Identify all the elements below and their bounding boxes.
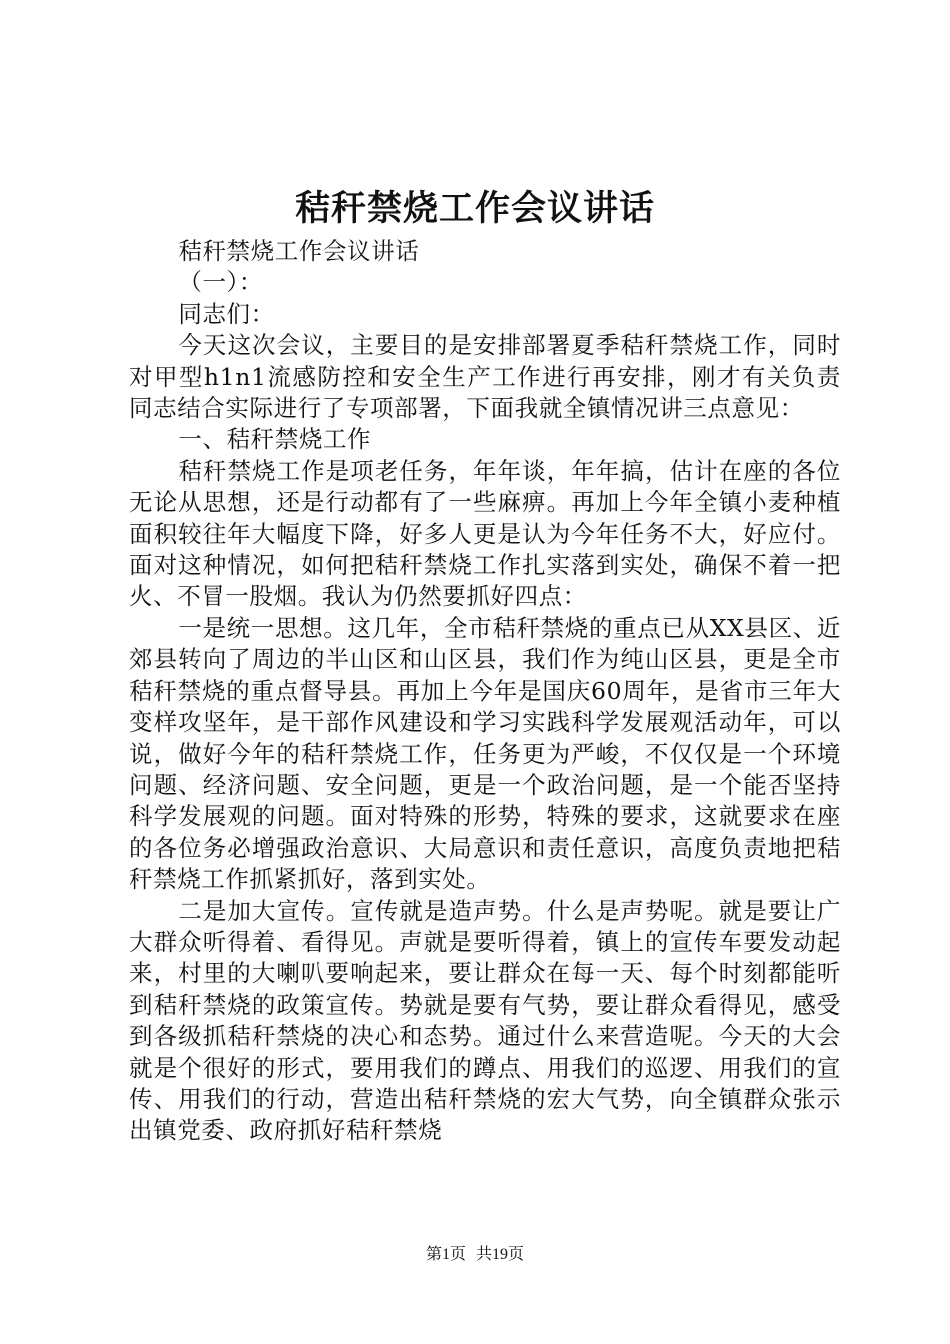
page-number-total: 共19页 [476,1246,525,1263]
paragraph-body-1: 秸秆禁烧工作是项老任务，年年谈，年年搞，估计在座的各位无论从思想，还是行动都有了一些麻痹。再加上今年全镇小麦种植面积较往年大幅度下降，好多人更是认为今年任务不大，好应付。面对这种情况，如何把秸秆禁烧工作扎实落到实处，确保不着一把火、不冒一股烟。我认为仍然要抓好四点： [129,456,841,611]
paragraph-body-3: 二是加大宣传。宣传就是造声势。什么是声势呢。就是要让广大群众听得着、看得见。声就是要听得着，镇上的宣传车要发动起来，村里的大喇叭要响起来，要让群众在每一天、每个时刻都能听到秸秆禁烧的政策宣传。势就是要有气势，要让群众看得见，感受到各级抓秸秆禁烧的决心和态势。通过什么来营造呢。今天的大会就是个很好的形式，要用我们的蹲点、用我们的巡逻、用我们的宣传、用我们的行动，营造出秸秆禁烧的宏大气势，向全镇群众张示出镇党委、政府抓好秸秆禁烧 [129,896,841,1145]
paragraph-intro: 今天这次会议，主要目的是安排部署夏季秸秆禁烧工作，同时对甲型h1n1流感防控和安全生产工作进行再安排，刚才有关负责同志结合实际进行了专项部署，下面我就全镇情况讲三点意见： [129,331,841,423]
document-body [129,236,841,1147]
paragraph-section-number: （一）： [178,268,263,297]
paragraph-salutation: 同志们： [178,299,275,328]
paragraph-body-2: 一是统一思想。这几年，全市秸秆禁烧的重点已从XX县区、近郊县转向了周边的半山区和山区县，我们作为纯山区县，更是全市秸秆禁烧的重点督导县。再加上今年是国庆60周年，是省市三年大变样攻坚年，是干部作风建设和学习实践科学发展观活动年，可以说，做好今年的秸秆禁烧工作，任务更为严峻，不仅仅是一个环境问题、经济问题、安全问题，更是一个政治问题，是一个能否坚持科学发展观的问题。面对特殊的形势，特殊的要求，这就要求在座的各位务必增强政治意识、大局意识和责任意识，高度负责地把秸秆禁烧工作抓紧抓好，落到实处。 [129,613,841,894]
paragraph-subtitle: 秸秆禁烧工作会议讲话 [178,237,420,265]
paragraph-heading-1: 一、秸秆禁烧工作 [178,425,372,454]
document-title: 秸秆禁烧工作会议讲话 [294,188,655,229]
page-number-current: 第1页 [425,1246,466,1263]
page-footer [0,1244,950,1266]
